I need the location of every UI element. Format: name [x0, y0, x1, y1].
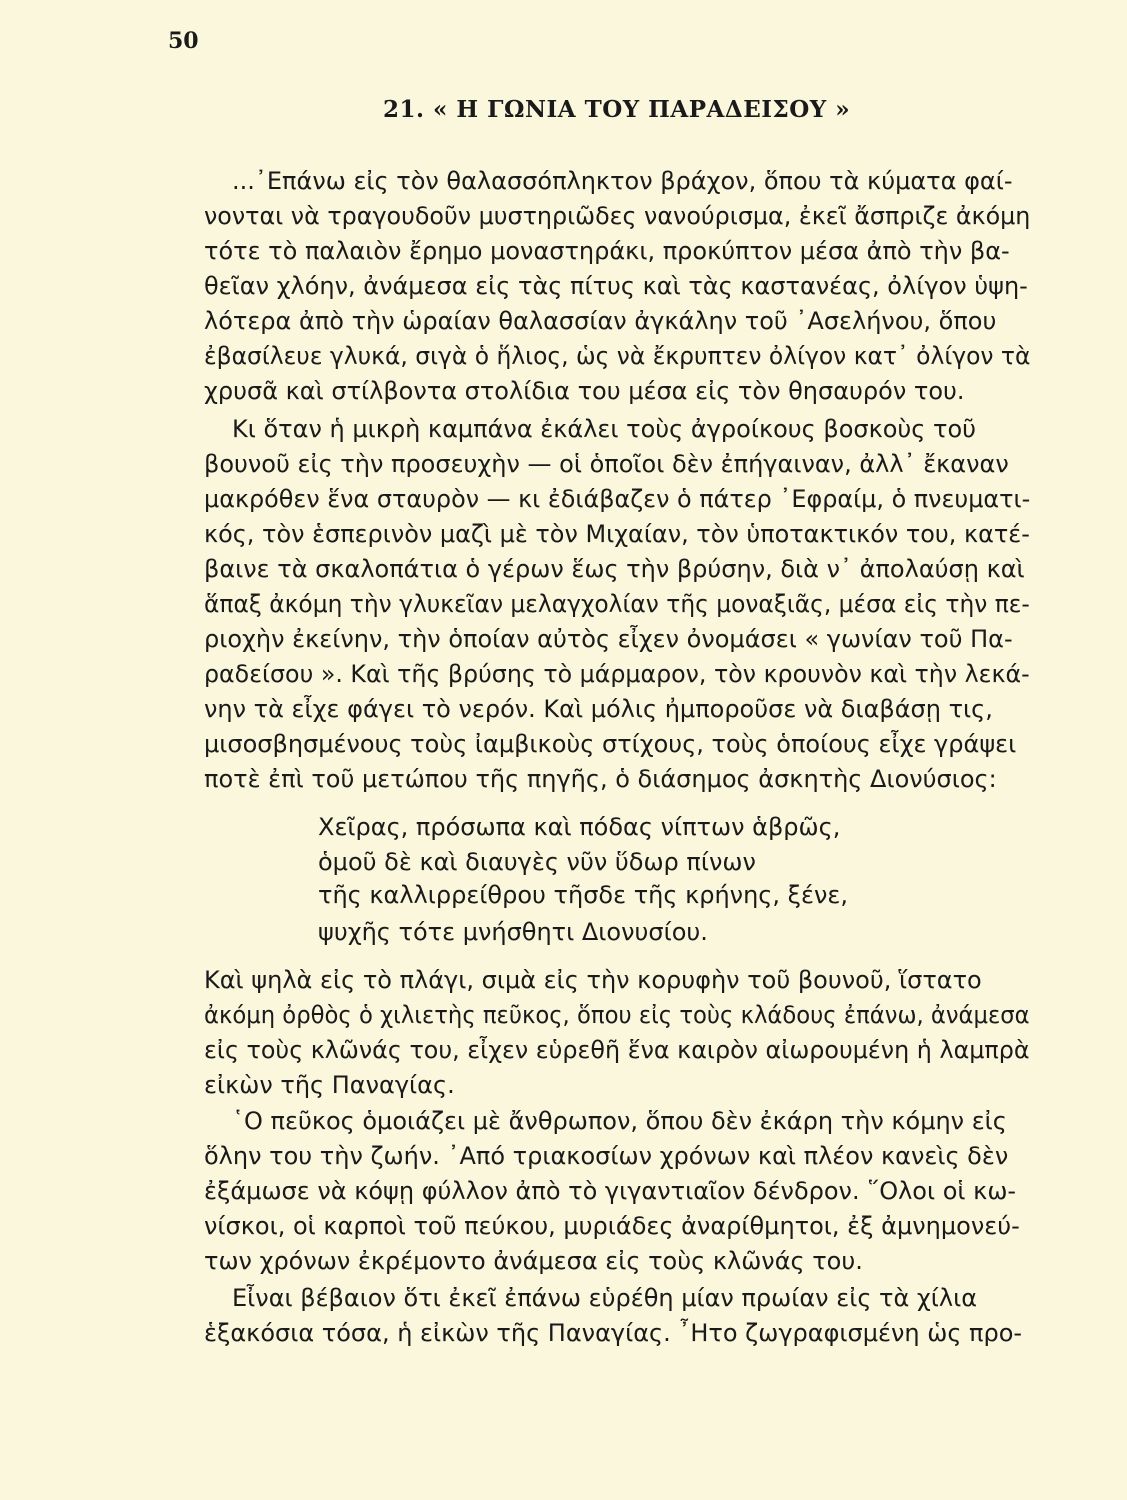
text-line: βαινε τὰ σκαλοπάτια ὁ γέρων ἕως τὴν βρύσην, διὰ ν᾿ ἀπολαύσῃ καὶ — [204, 555, 1025, 583]
text-line: ἑξακόσια τόσα, ἡ εἰκὼν τῆς Παναγίας. ῏Ητο ζωγραφισμένη ὡς προ- — [204, 1319, 1023, 1347]
text-line: ὅλην του τὴν ζωήν. ᾿Από τριακοσίων χρόνων καὶ πλέον κανεὶς δὲν — [204, 1142, 1009, 1170]
text-line: τότε τὸ παλαιὸν ἔρημο μοναστηράκι, προκύπτον μέσα ἀπὸ τὴν βα- — [204, 237, 1010, 265]
verse-line: ὁμοῦ δὲ καὶ διαυγὲς νῦν ὕδωρ πίνων — [318, 848, 756, 876]
text-line: των χρόνων ἐκρέμοντο ἀνάμεσα εἰς τοὺς κλῶνάς του. — [204, 1247, 863, 1275]
text-line: ἅπαξ ἀκόμη τὴν γλυκεῖαν μελαγχολίαν τῆς μοναξιᾶς, μέσα εἰς τὴν πε- — [204, 590, 1030, 618]
text-line: ἐξάμωσε νὰ κόψῃ φύλλον ἀπὸ τὸ γιγαντιαῖον δένδρον. ῞Ολοι οἱ κω- — [204, 1177, 1017, 1205]
text-line: νονται νὰ τραγουδοῦν μυστηριῶδες νανούρισμα, ἐκεῖ ἄσπριζε ἀκόμη — [204, 202, 1031, 230]
text-line: μακρόθεν ἕνα σταυρὸν — κι ἐδιάβαζεν ὁ πάτερ ᾿Εφραίμ, ὁ πνευματι- — [204, 485, 1031, 513]
verse-line: Χεῖρας, πρόσωπα καὶ πόδας νίπτων ἁβρῶς, — [318, 813, 841, 841]
text-line: ἀκόμη ὀρθὸς ὁ χιλιετὴς πεῦκος, ὅπου εἰς τοὺς κλάδους ἐπάνω, ἀνάμεσα — [204, 1001, 1030, 1029]
text-line: λότερα ἀπὸ τὴν ὡραίαν θαλασσίαν ἀγκάλην τοῦ ᾿Ασελήνου, ὅπου — [204, 307, 997, 335]
text-line: ῾Ο πεῦκος ὁμοιάζει μὲ ἄνθρωπον, ὅπου δὲν ἐκάρη τὴν κόμην εἰς — [232, 1107, 1007, 1135]
text-line: βουνοῦ εἰς τὴν προσευχὴν — οἱ ὁποῖοι δὲν ἐπήγαιναν, ἀλλ᾿ ἔκαναν — [204, 450, 1009, 478]
text-line: μισοσβησμένους τοὺς ἰαμβικοὺς στίχους, τοὺς ὁποίους εἶχε γράψει — [204, 730, 1017, 758]
page-number: 50 — [168, 28, 199, 54]
text-line: εἰκὼν τῆς Παναγίας. — [204, 1071, 455, 1099]
text-line: Καὶ ψηλὰ εἰς τὸ πλάγι, σιμὰ εἰς τὴν κορυφὴν τοῦ βουνοῦ, ἵστατο — [204, 966, 982, 994]
verse-line: ψυχῆς τότε μνήσθητι Διονυσίου. — [318, 918, 708, 946]
text-line: ...᾿Επάνω εἰς τὸν θαλασσόπληκτον βράχον, ὅπου τὰ κύματα φαί- — [232, 167, 1013, 195]
text-line: Κι ὅταν ἡ μικρὴ καμπάνα ἐκάλει τοὺς ἀγροίκους βοσκοὺς τοῦ — [232, 415, 977, 443]
text-line: ποτὲ ἐπὶ τοῦ μετώπου τῆς πηγῆς, ὁ διάσημος ἀσκητὴς Διονύσιος: — [204, 765, 997, 793]
text-line: θεῖαν χλόην, ἀνάμεσα εἰς τὰς πίτυς καὶ τὰς καστανέας, ὀλίγον ὑψη- — [204, 272, 1028, 300]
text-line: ραδείσου ». Καὶ τῆς βρύσης τὸ μάρμαρον, τὸν κρουνὸν καὶ τὴν λεκά- — [204, 660, 1030, 688]
verse-line: τῆς καλλιρρείθρου τῆσδε τῆς κρήνης, ξένε, — [318, 881, 848, 909]
text-line: κός, τὸν ἑσπερινὸν μαζὶ μὲ τὸν Μιχαίαν, τὸν ὑποτακτικόν του, κατέ- — [204, 520, 1030, 548]
text-line: χρυσᾶ καὶ στίλβοντα στολίδια του μέσα εἰς τὸν θησαυρόν του. — [204, 377, 965, 405]
text-line: εἰς τοὺς κλῶνάς του, εἶχεν εὑρεθῆ ἕνα καιρὸν αἰωρουμένη ἡ λαμπρὰ — [204, 1036, 1030, 1064]
text-line: νίσκοι, οἱ καρποὶ τοῦ πεύκου, μυριάδες ἀναρίθμητοι, ἐξ ἀμνημονεύ- — [204, 1212, 1020, 1240]
text-line: Εἶναι βέβαιον ὅτι ἐκεῖ ἐπάνω εὑρέθη μίαν πρωίαν εἰς τὰ χίλια — [232, 1284, 978, 1312]
text-line: ριοχὴν ἐκείνην, τὴν ὁποίαν αὐτὸς εἶχεν ὀνομάσει « γωνίαν τοῦ Πα- — [204, 625, 1013, 653]
chapter-title: 21. « Η ΓΩΝΙΑ ΤΟΥ ΠΑΡΑΔΕΙΣΟΥ » — [383, 96, 851, 123]
text-line: νην τὰ εἶχε φάγει τὸ νερόν. Καὶ μόλις ἠμποροῦσε νὰ διαβάσῃ τις, — [204, 695, 993, 723]
text-line: ἐβασίλευε γλυκά, σιγὰ ὁ ἥλιος, ὡς νὰ ἔκρυπτεν ὀλίγον κατ᾿ ὀλίγον τὰ — [204, 342, 1031, 370]
